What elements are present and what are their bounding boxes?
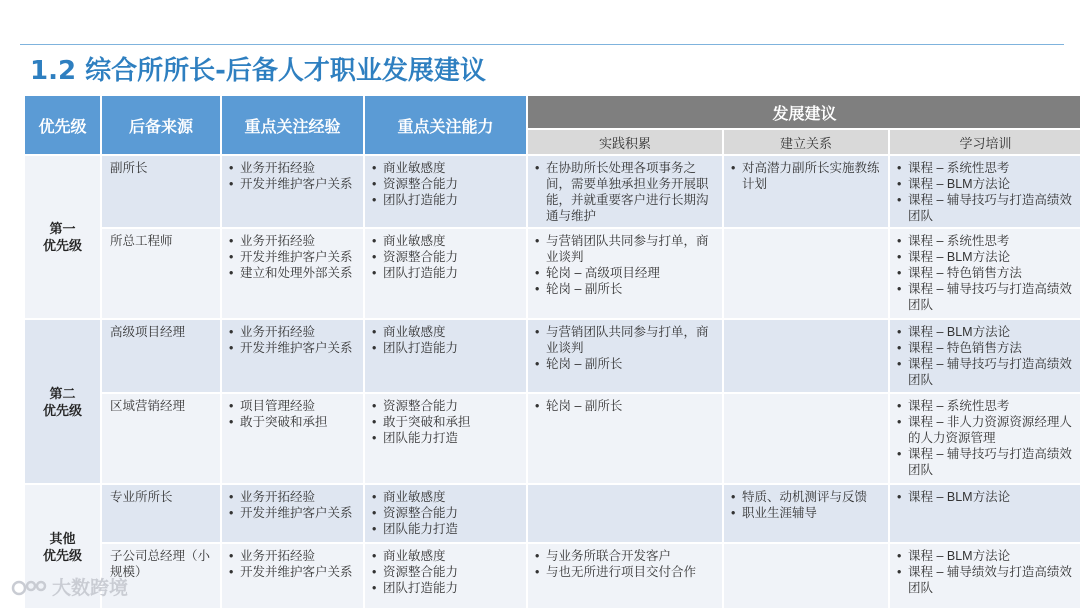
experience-item: • 开发并维护客户关系 xyxy=(228,176,359,192)
training-item: • 课程 – BLM方法论 xyxy=(896,324,1077,340)
ability-item: • 团队打造能力 xyxy=(371,192,522,208)
header-experience: 重点关注经验 xyxy=(222,96,363,154)
experience-list xyxy=(228,489,359,521)
relation-item: • 对高潜力副所长实施教练计划 xyxy=(730,160,884,192)
subheader-practice: 实践积累 xyxy=(528,130,722,154)
practice-item: • 与业务所联合开发客户 xyxy=(534,548,718,564)
priority-group-label: 第一 优先级 xyxy=(25,156,100,318)
cell-ability xyxy=(365,485,526,542)
priority-group-label: 第二 优先级 xyxy=(25,320,100,483)
cell-experience xyxy=(222,485,363,542)
cell-experience xyxy=(222,229,363,318)
priority-group-label: 其他 优先级 xyxy=(25,485,100,608)
development-table xyxy=(25,96,1072,595)
cell-experience xyxy=(222,156,363,227)
cell-practice xyxy=(528,229,722,318)
training-item: • 课程 – 辅导技巧与打造高绩效团队 xyxy=(896,446,1077,478)
training-item: • 课程 – BLM方法论 xyxy=(896,176,1077,192)
cell-practice xyxy=(528,544,722,608)
watermark xyxy=(10,573,128,600)
cell-training xyxy=(890,485,1080,542)
cell-source: 子公司总经理（小规模） xyxy=(102,544,220,608)
cell-practice xyxy=(528,394,722,483)
training-item: • 课程 – 辅导技巧与打造高绩效团队 xyxy=(896,356,1077,388)
cell-source: 区域营销经理 xyxy=(102,394,220,483)
cell-relation xyxy=(724,394,888,483)
training-list xyxy=(896,324,1077,388)
header-source: 后备来源 xyxy=(102,96,220,154)
relation-list xyxy=(730,489,884,521)
practice-list xyxy=(534,398,718,414)
experience-list xyxy=(228,233,359,281)
experience-list xyxy=(228,324,359,356)
cell-training xyxy=(890,394,1080,483)
relation-list xyxy=(730,160,884,192)
relation-item: • 职业生涯辅导 xyxy=(730,505,884,521)
practice-list xyxy=(534,160,718,224)
experience-item: • 业务开拓经验 xyxy=(228,324,359,340)
ability-item: • 资源整合能力 xyxy=(371,249,522,265)
cell-source: 专业所所长 xyxy=(102,485,220,542)
training-item: • 课程 – BLM方法论 xyxy=(896,489,1077,505)
ability-item: • 资源整合能力 xyxy=(371,398,522,414)
cell-relation xyxy=(724,229,888,318)
ability-item: • 资源整合能力 xyxy=(371,564,522,580)
cell-experience xyxy=(222,394,363,483)
cell-ability xyxy=(365,156,526,227)
training-item: • 课程 – 辅导技巧与打造高绩效团队 xyxy=(896,281,1077,313)
experience-item: • 项目管理经验 xyxy=(228,398,359,414)
cell-training xyxy=(890,156,1080,227)
cell-experience xyxy=(222,320,363,392)
cell-practice xyxy=(528,485,722,542)
practice-list xyxy=(534,548,718,580)
ability-list xyxy=(371,160,522,208)
subheader-training: 学习培训 xyxy=(890,130,1080,154)
ability-list xyxy=(371,398,522,446)
experience-item: • 敢于突破和承担 xyxy=(228,414,359,430)
cell-practice xyxy=(528,320,722,392)
experience-item: • 业务开拓经验 xyxy=(228,548,359,564)
subheader-relation: 建立关系 xyxy=(724,130,888,154)
ability-item: • 商业敏感度 xyxy=(371,548,522,564)
ability-item: • 商业敏感度 xyxy=(371,324,522,340)
experience-list xyxy=(228,160,359,192)
practice-item: • 与营销团队共同参与打单，商业谈判 xyxy=(534,324,718,356)
cell-ability xyxy=(365,229,526,318)
ability-item: • 敢于突破和承担 xyxy=(371,414,522,430)
training-item: • 课程 – 辅导绩效与打造高绩效团队 xyxy=(896,564,1077,596)
top-rule xyxy=(20,44,1064,45)
ability-item: • 资源整合能力 xyxy=(371,505,522,521)
practice-item: • 轮岗 – 副所长 xyxy=(534,398,718,414)
training-item: • 课程 – 非人力资源资源经理人的人力资源管理 xyxy=(896,414,1077,446)
experience-item: • 建立和处理外部关系 xyxy=(228,265,359,281)
cell-experience xyxy=(222,544,363,608)
cell-training xyxy=(890,229,1080,318)
ability-item: • 团队打造能力 xyxy=(371,340,522,356)
practice-item: • 轮岗 – 副所长 xyxy=(534,281,718,297)
cell-relation xyxy=(724,156,888,227)
cell-training xyxy=(890,320,1080,392)
training-list xyxy=(896,398,1077,478)
ability-item: • 团队打造能力 xyxy=(371,580,522,596)
training-item: • 课程 – BLM方法论 xyxy=(896,548,1077,564)
training-list xyxy=(896,233,1077,313)
training-item: • 课程 – 系统性思考 xyxy=(896,233,1077,249)
practice-item: • 在协助所长处理各项事务之间，需要单独承担业务开展职能，并就重要客户进行长期沟通与维护 xyxy=(534,160,718,224)
cell-training xyxy=(890,544,1080,608)
practice-item: • 轮岗 – 副所长 xyxy=(534,356,718,372)
cell-source: 所总工程师 xyxy=(102,229,220,318)
training-item: • 课程 – 特色销售方法 xyxy=(896,340,1077,356)
ability-list xyxy=(371,548,522,596)
training-item: • 课程 – 特色销售方法 xyxy=(896,265,1077,281)
ability-item: • 商业敏感度 xyxy=(371,233,522,249)
cell-ability xyxy=(365,320,526,392)
cell-source: 高级项目经理 xyxy=(102,320,220,392)
practice-list xyxy=(534,233,718,297)
training-list xyxy=(896,489,1077,505)
training-item: • 课程 – 系统性思考 xyxy=(896,160,1077,176)
ability-item: • 商业敏感度 xyxy=(371,489,522,505)
ability-item: • 团队打造能力 xyxy=(371,265,522,281)
training-item: • 课程 – 系统性思考 xyxy=(896,398,1077,414)
ability-list xyxy=(371,489,522,537)
experience-item: • 开发并维护客户关系 xyxy=(228,249,359,265)
experience-item: • 开发并维护客户关系 xyxy=(228,340,359,356)
practice-item: • 与营销团队共同参与打单，商业谈判 xyxy=(534,233,718,265)
practice-item: • 轮岗 – 高级项目经理 xyxy=(534,265,718,281)
ability-list xyxy=(371,324,522,356)
experience-list xyxy=(228,548,359,580)
cell-relation xyxy=(724,544,888,608)
header-development: 发展建议 xyxy=(528,96,1080,128)
training-item: • 课程 – 辅导技巧与打造高绩效团队 xyxy=(896,192,1077,224)
header-ability: 重点关注能力 xyxy=(365,96,526,154)
ability-list xyxy=(371,233,522,281)
experience-item: • 业务开拓经验 xyxy=(228,233,359,249)
ability-item: • 资源整合能力 xyxy=(371,176,522,192)
experience-item: • 业务开拓经验 xyxy=(228,489,359,505)
watermark-text: 大数跨境 xyxy=(52,578,129,599)
watermark-logo-icon xyxy=(10,576,48,598)
cell-relation xyxy=(724,485,888,542)
experience-list xyxy=(228,398,359,430)
practice-item: • 与也无所进行项目交付合作 xyxy=(534,564,718,580)
training-list xyxy=(896,160,1077,224)
ability-item: • 团队能力打造 xyxy=(371,430,522,446)
training-list xyxy=(896,548,1077,596)
ability-item: • 商业敏感度 xyxy=(371,160,522,176)
experience-item: • 开发并维护客户关系 xyxy=(228,505,359,521)
practice-list xyxy=(534,324,718,372)
cell-ability xyxy=(365,394,526,483)
training-item: • 课程 – BLM方法论 xyxy=(896,249,1077,265)
cell-practice xyxy=(528,156,722,227)
page-title: 1.2 综合所所长-后备人才职业发展建议 xyxy=(30,56,486,86)
experience-item: • 业务开拓经验 xyxy=(228,160,359,176)
ability-item: • 团队能力打造 xyxy=(371,521,522,537)
relation-item: • 特质、动机测评与反馈 xyxy=(730,489,884,505)
cell-ability xyxy=(365,544,526,608)
cell-source: 副所长 xyxy=(102,156,220,227)
experience-item: • 开发并维护客户关系 xyxy=(228,564,359,580)
cell-relation xyxy=(724,320,888,392)
header-priority: 优先级 xyxy=(25,96,100,154)
